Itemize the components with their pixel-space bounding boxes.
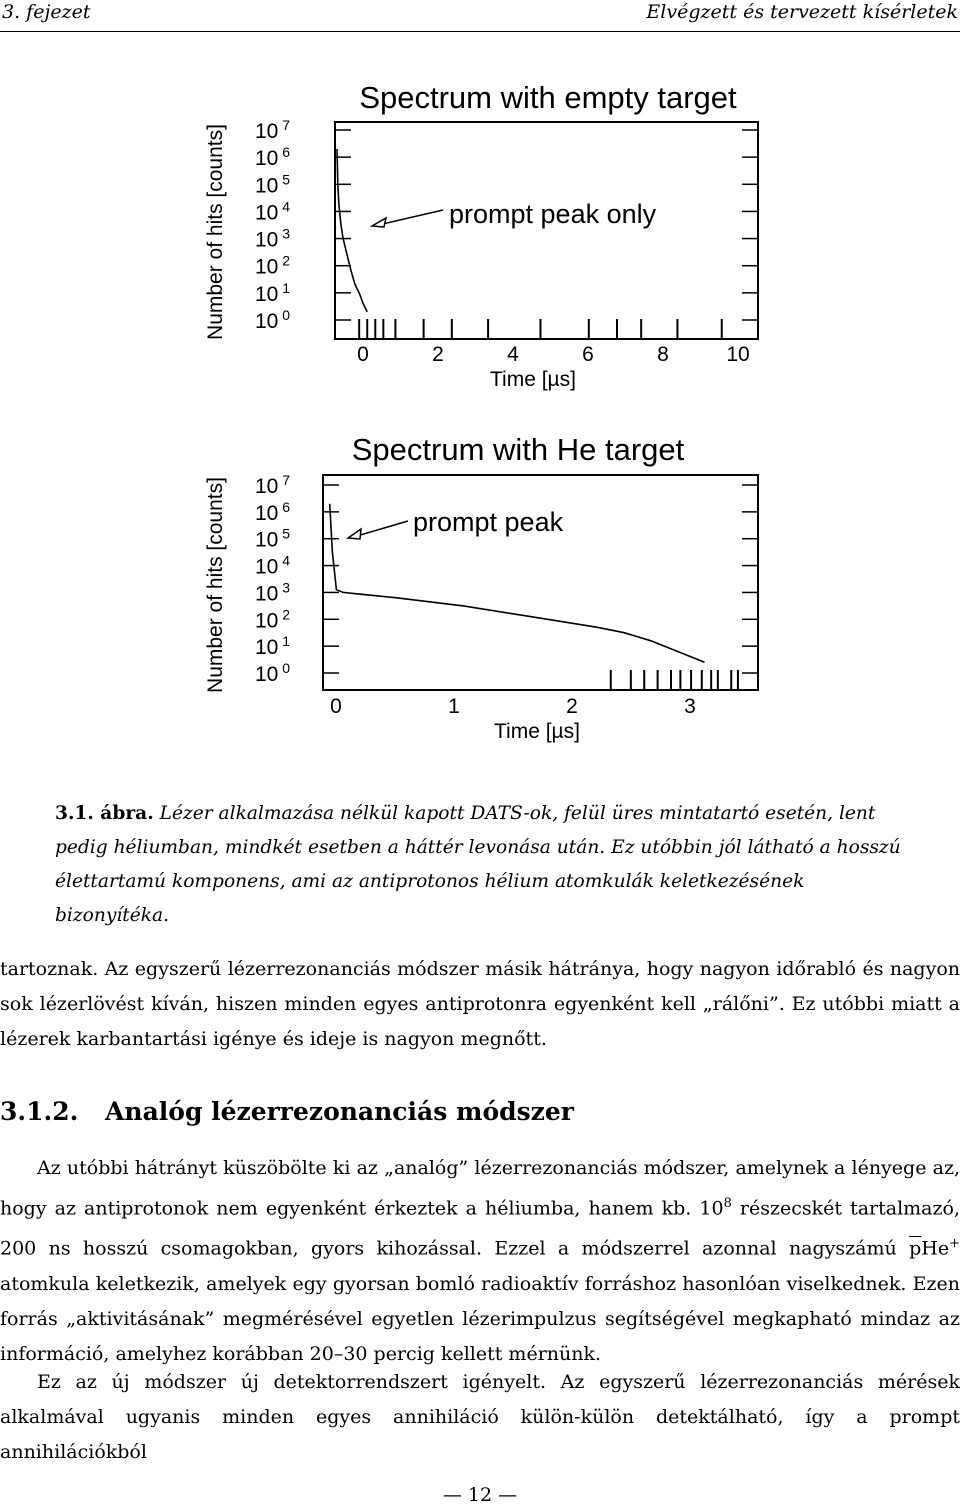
y-tick-label: 10 $^4$ [254, 552, 290, 579]
y-tick-label: 10 $^3$ [254, 579, 290, 606]
annotation-arrow [348, 521, 408, 539]
paragraph: Ez az új módszer új detektorrendszert igényelt. Az egyszerű lézerrezonanciás mérések alkalmával ugyanis minden egyes annihiláció külön-külön detektálható, így a prompt annihilációkból [0, 1371, 960, 1463]
paragraph [0, 1151, 960, 1372]
x-tick-label: 2 [566, 695, 578, 718]
figure-caption [55, 797, 903, 933]
annotation-arrow [372, 210, 443, 227]
y-tick-label: 10 $^6$ [254, 498, 290, 525]
page-number: — 12 — [442, 1484, 518, 1506]
y-tick-label: 10 $^6$ [254, 144, 290, 171]
section-running-title: Elvégzett és tervezett kísérletek [646, 1, 958, 23]
prompt-peak-annotation: prompt peak [413, 507, 564, 537]
x-tick-label: 3 [684, 695, 696, 718]
x-tick-label: 8 [657, 343, 669, 366]
x-axis-label: Time [µs] [494, 720, 580, 743]
section-heading [0, 1097, 574, 1126]
y-tick-label: 10 $^5$ [254, 525, 290, 552]
y-tick-label: 10 $^7$ [254, 117, 290, 143]
x-tick-label: 2 [432, 343, 444, 366]
y-tick-label: 10 $^2$ [254, 606, 290, 633]
y-tick-label: 10 $^7$ [254, 472, 290, 498]
y-axis-label: Number of hits [counts] [204, 124, 227, 340]
y-tick-label: 10 $^2$ [254, 252, 290, 279]
y-tick-label: 10 $^0$ [254, 660, 290, 686]
x-tick-label: 0 [330, 695, 342, 718]
x-axis-label: Time [µs] [490, 368, 576, 391]
y-tick-label: 10 $^3$ [254, 225, 290, 252]
text-span: atomkula keletkezik, amelyek egy gyorsan bomló radioaktív forráshoz hasonlóan viselkednek. Ezen forrás „aktivitásának” megmérésével egyetlen lézerimpulzus segítségével megkapható mindaz az információ, amelyhez korábban 20–30 percig kellett mérnünk. [0, 1272, 960, 1365]
caption-label: 3.1. ábra. [55, 803, 154, 824]
superscript: 8 [723, 1196, 732, 1211]
superscript: + [949, 1236, 960, 1252]
plot-title: Spectrum with empty target [359, 80, 737, 115]
y-tick-label: 10 $^1$ [254, 279, 290, 306]
text-span: részecskét tartalmazó, 200 ns hosszú csomagokban, gyors kihozással. Ezzel a módszerrel azonnal nagyszámú [0, 1197, 960, 1260]
y-tick-label: 10 $^1$ [254, 633, 290, 660]
x-tick-label: 1 [448, 695, 460, 718]
y-axis-label: Number of hits [counts] [204, 477, 227, 693]
helium-symbol: He [921, 1237, 950, 1260]
prompt-peak-annotation: prompt peak only [449, 199, 657, 229]
spectrum-line [337, 149, 367, 312]
text-span: Az utóbbi hátrányt küszöbölte ki az „analóg” lézerrezonanciás módszer, amelynek a lényege az, hogy az antiprotonok nem egyenként érkeztek a héliumba, hanem kb. 10 [0, 1157, 960, 1220]
y-tick-label: 10 $^0$ [254, 307, 290, 333]
paragraph: tartoznak. Az egyszerű lézerrezonanciás módszer másik hátránya, hogy nagyon időrabló és nagyon sok lézerlövést kíván, hiszen minden egyes antiprotonra egyenként kell „rálőni”. Ez utóbbi miatt a lézerek karbantartási igénye és ideje is nagyon megnőtt. [0, 958, 960, 1050]
caption-text: Lézer alkalmazása nélkül kapott DATS-ok, felül üres mintatartó esetén, lent pedig héliumban, mindkét esetben a háttér levonása után. Ez utóbbin jól látható a hosszú élettartamú komponens, ami az antiprotonos hélium atomkulák keletkezésének bizonyítéka. [55, 803, 901, 926]
x-tick-label: 10 [726, 343, 750, 366]
x-tick-label: 6 [582, 343, 594, 366]
x-tick-label: 4 [507, 343, 519, 366]
he-target-spectrum-plot [0, 410, 960, 770]
empty-target-spectrum-plot [0, 0, 960, 400]
plot-frame [335, 122, 758, 339]
y-tick-label: 10 $^5$ [254, 171, 290, 198]
chapter-label: 3. fejezet [2, 1, 91, 23]
section-number: 3.1.2. [0, 1097, 79, 1126]
section-title: Analóg lézerrezonanciás módszer [105, 1097, 574, 1126]
y-tick-label: 10 $^4$ [254, 198, 290, 225]
plot-title: Spectrum with He target [351, 432, 685, 467]
x-tick-label: 0 [357, 343, 369, 366]
antiproton-symbol: $\overline{p}$ [909, 1237, 922, 1260]
